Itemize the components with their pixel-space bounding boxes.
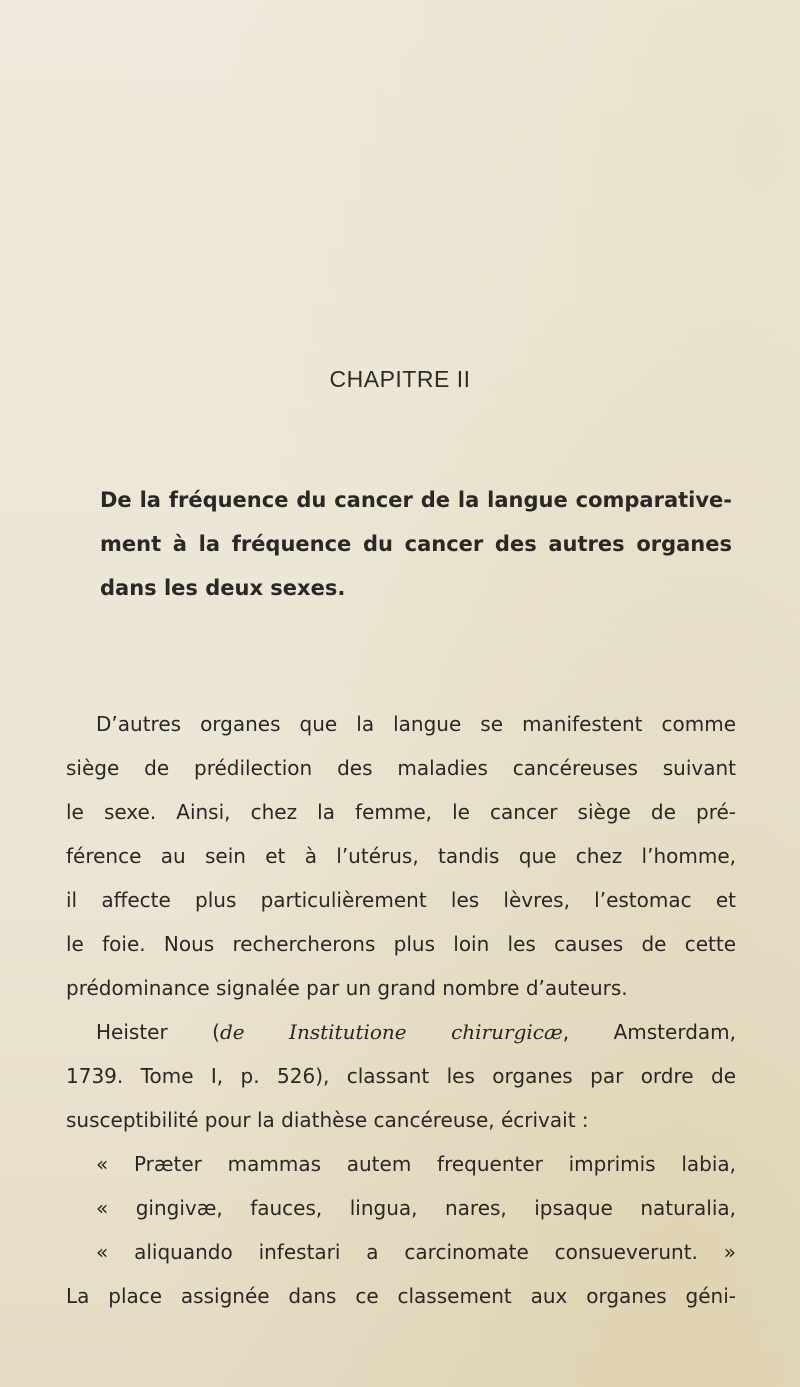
quote-line: « aliquando infestari a carcinomate consueverunt. »: [96, 1240, 736, 1264]
quote-line: « Præter mammas autem frequenter imprimis labia,: [96, 1152, 736, 1176]
subtitle-line: De la fréquence du cancer de la langue comparative-: [100, 488, 732, 512]
text-line: D’autres organes que la langue se manifestent comme: [96, 712, 736, 736]
text-line-citation: [66, 1010, 736, 1054]
subtitle-line: ment à la fréquence du cancer des autres organes: [100, 532, 732, 556]
text-line: La place assignée dans ce classement aux organes géni-: [66, 1284, 736, 1308]
text-line: prédominance signalée par un grand nombre d’auteurs.: [66, 976, 628, 1000]
body-paragraphs: [66, 702, 736, 1318]
text-line: susceptibilité pour la diathèse cancéreuse, écrivait :: [66, 1108, 589, 1132]
text-line: il affecte plus particulièrement les lèvres, l’estomac et: [66, 888, 736, 912]
text-line: le foie. Nous rechercherons plus loin les causes de cette: [66, 932, 736, 956]
citation-title: de Institutione chirurgicæ: [219, 1020, 563, 1044]
text-line: 1739. Tome I, p. 526), classant les organes par ordre de: [66, 1064, 736, 1088]
chapter-heading: CHAPITRE II: [329, 366, 471, 392]
quote-line: « gingivæ, fauces, lingua, nares, ipsaque naturalia,: [96, 1196, 736, 1220]
subtitle-line: dans les deux sexes.: [100, 576, 346, 600]
chapter-subtitle: [100, 478, 732, 610]
citation-suffix: , Amsterdam,: [562, 1020, 736, 1044]
text-line: siège de prédilection des maladies cancéreuses suivant: [66, 756, 736, 780]
text-line: férence au sein et à l’utérus, tandis que chez l’homme,: [66, 844, 736, 868]
text-line: le sexe. Ainsi, chez la femme, le cancer siège de pré-: [66, 800, 736, 824]
citation-prefix: Heister (: [96, 1020, 220, 1044]
